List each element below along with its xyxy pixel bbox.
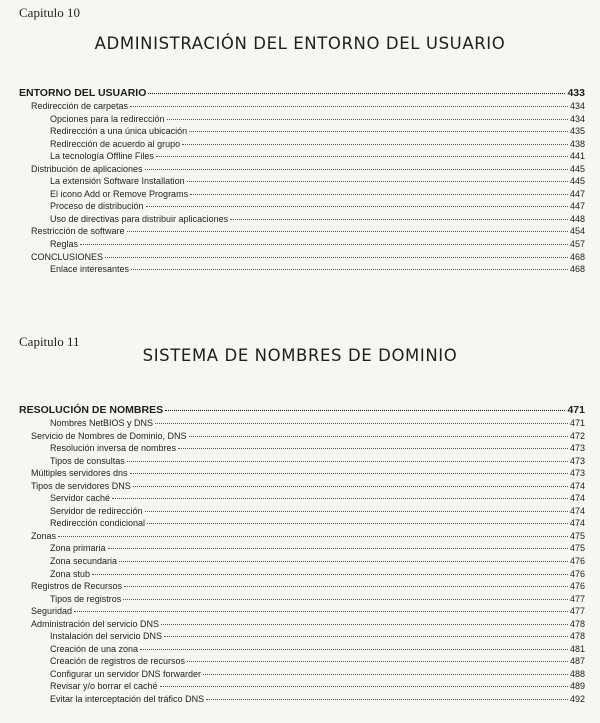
- toc-entry-title: Servicio de Nombres de Dominio, DNS: [31, 430, 187, 441]
- chapter-11-title: SISTEMA DE NOMBRES DE DOMINIO: [142, 346, 458, 365]
- toc-page-number: 478: [569, 631, 585, 642]
- dot-leader: [108, 548, 568, 549]
- toc-entry-title: Zona primaria: [50, 543, 106, 554]
- toc-page-number: 476: [569, 581, 585, 592]
- toc-entry-title: Múltiples servidores dns: [31, 468, 128, 479]
- dot-leader: [131, 269, 568, 270]
- toc-entry-title: Zona stub: [50, 568, 91, 579]
- toc-entry-title: Zona secundaria: [50, 556, 118, 567]
- dot-leader: [189, 436, 568, 437]
- toc-entry: [19, 680, 585, 693]
- toc-page-number: 488: [569, 668, 585, 679]
- toc-page-number: 433: [567, 87, 585, 99]
- toc-entry: [19, 530, 585, 543]
- toc-entry-title: Opciones para la redirección: [50, 113, 165, 124]
- toc-page-number: 457: [569, 239, 585, 250]
- toc-entry: [19, 100, 585, 113]
- dot-leader: [187, 181, 568, 182]
- toc-section-heading: [19, 86, 585, 100]
- toc-entry: [19, 542, 585, 555]
- toc-entry: [19, 630, 585, 643]
- dot-leader: [164, 636, 568, 637]
- toc-entry-title: Zonas: [31, 530, 57, 541]
- toc-entry-title: Instalación del servicio DNS: [50, 631, 163, 642]
- toc-page-number: 475: [569, 530, 585, 541]
- toc-page-number: 473: [569, 443, 585, 454]
- dot-leader: [165, 410, 565, 411]
- toc-page-number: 474: [569, 505, 585, 516]
- toc-entry: [19, 492, 585, 505]
- dot-leader: [161, 624, 568, 625]
- toc-entry-title: Restricción de software: [31, 226, 125, 237]
- toc-entry-title: Registros de Recursos: [31, 581, 123, 592]
- dot-leader: [119, 561, 568, 562]
- dot-leader: [127, 231, 568, 232]
- toc-page-number: 478: [569, 618, 585, 629]
- dot-leader: [230, 219, 568, 220]
- toc-entry-title: Redirección condicional: [50, 518, 146, 529]
- toc-page-number: 454: [569, 226, 585, 237]
- toc-entry-title: CONCLUSIONES: [31, 251, 104, 262]
- dot-leader: [105, 257, 568, 258]
- dot-leader: [140, 649, 568, 650]
- toc-entry-title: Evitar la interceptación del tráfico DNS: [50, 694, 205, 705]
- toc-entry: [19, 643, 585, 656]
- toc-page-number: 447: [569, 201, 585, 212]
- toc-entry-title: Redirección de acuerdo al grupo: [50, 138, 181, 149]
- dot-leader: [130, 106, 568, 107]
- toc-page-number: 477: [569, 593, 585, 604]
- toc-entry-title: ENTORNO DEL USUARIO: [19, 87, 147, 99]
- chapter-11-label: Capitulo 11: [19, 334, 80, 349]
- toc-page-number: 434: [569, 101, 585, 111]
- toc-page-number: 476: [569, 556, 585, 567]
- toc-page-number: 434: [569, 113, 585, 124]
- dot-leader: [187, 661, 568, 662]
- toc-entry: [19, 430, 585, 443]
- toc-entry-title: Revisar y/o borrar el caché: [50, 681, 158, 692]
- toc-entry: [19, 150, 585, 163]
- toc-entry-title: Proceso de distribución: [50, 201, 144, 212]
- toc-entry: [19, 442, 585, 455]
- dot-leader: [112, 498, 568, 499]
- dot-leader: [146, 206, 568, 207]
- toc-entry-title: Redirección a una única ubicación: [50, 126, 188, 137]
- toc-page-number: 481: [569, 643, 585, 654]
- chapter-10-title: ADMINISTRACIÓN DEL ENTORNO DEL USUARIO: [94, 34, 506, 53]
- toc-entry-title: Redirección de carpetas: [31, 101, 129, 111]
- toc-entry-title: Seguridad: [31, 606, 73, 617]
- toc-entry: [19, 555, 585, 568]
- toc-page-number: 447: [569, 188, 585, 199]
- toc-entry-title: Servidor de redirección: [50, 505, 143, 516]
- toc-entry-title: Configurar un servidor DNS forwarder: [50, 668, 202, 679]
- dot-leader: [147, 523, 568, 524]
- toc-page-number: 474: [569, 493, 585, 504]
- toc-entry-title: Tipos de consultas: [50, 455, 125, 466]
- toc-page-number: 438: [569, 138, 585, 149]
- toc-entry: [19, 655, 585, 668]
- toc-entry-title: Servidor caché: [50, 493, 111, 504]
- toc-entry: [19, 580, 585, 593]
- toc-entry: [19, 618, 585, 631]
- toc-page-number: 472: [569, 430, 585, 441]
- toc-entry-title: Resolución inversa de nombres: [50, 443, 177, 454]
- dot-leader: [130, 473, 568, 474]
- dot-leader: [206, 699, 568, 700]
- toc-entry: [19, 480, 585, 493]
- toc-entry: [19, 263, 585, 276]
- toc-entry: [19, 693, 585, 706]
- toc-page-number: 487: [569, 656, 585, 667]
- toc-page-number: 473: [569, 468, 585, 479]
- toc-page-number: 441: [569, 151, 585, 162]
- dot-leader: [145, 511, 568, 512]
- dot-leader: [124, 586, 568, 587]
- dot-leader: [74, 611, 568, 612]
- toc-entry: [19, 417, 585, 430]
- toc-entry: [19, 251, 585, 264]
- toc-entry: [19, 200, 585, 213]
- toc-page-number: 471: [567, 404, 585, 416]
- dot-leader: [80, 244, 568, 245]
- toc-entry-title: Uso de directivas para distribuir aplicaciones: [50, 213, 229, 224]
- toc-page-number: 489: [569, 681, 585, 692]
- dot-leader: [148, 93, 565, 94]
- toc-page-number: 475: [569, 543, 585, 554]
- toc-entry-title: Tipos de servidores DNS: [31, 480, 131, 491]
- toc-entry-title: El icono Add or Remove Programs: [50, 188, 189, 199]
- toc-page-number: 477: [569, 606, 585, 617]
- dot-leader: [58, 536, 568, 537]
- toc-entry: [19, 238, 585, 251]
- toc-page-number: 473: [569, 455, 585, 466]
- toc-entry: [19, 113, 585, 126]
- toc-page-number: 471: [569, 418, 585, 428]
- dot-leader: [167, 119, 568, 120]
- dot-leader: [203, 674, 568, 675]
- toc-entry-title: La extensión Software Installation: [50, 176, 185, 187]
- toc-entry-title: Tipos de registros: [50, 593, 122, 604]
- toc-page-number: 468: [569, 264, 585, 275]
- dot-leader: [189, 131, 568, 132]
- toc-entry-title: Reglas: [50, 239, 79, 250]
- toc-entry: [19, 213, 585, 226]
- toc-entry-title: Distribución de aplicaciones: [31, 163, 143, 174]
- toc-page-number: 476: [569, 568, 585, 579]
- dot-leader: [160, 686, 568, 687]
- dot-leader: [145, 169, 568, 170]
- toc-entry: [19, 593, 585, 606]
- toc-entry: [19, 505, 585, 518]
- dot-leader: [127, 461, 568, 462]
- toc-page-number: 474: [569, 480, 585, 491]
- toc-entry: [19, 455, 585, 468]
- toc-entry-title: Creación de registros de recursos: [50, 656, 186, 667]
- dot-leader: [123, 599, 568, 600]
- toc-entry-title: RESOLUCIÓN DE NOMBRES: [19, 404, 164, 416]
- toc-entry: [19, 175, 585, 188]
- toc-entry-title: La tecnología Offline Files: [50, 151, 154, 162]
- toc-entry: [19, 605, 585, 618]
- toc-entry-title: Enlace interesantes: [50, 264, 130, 275]
- toc-entry: [19, 125, 585, 138]
- chapter-10-toc: [19, 86, 585, 276]
- toc-entry: [19, 517, 585, 530]
- dot-leader: [178, 448, 568, 449]
- dot-leader: [182, 144, 568, 145]
- toc-page-number: 492: [569, 694, 585, 705]
- toc-section-heading: [19, 403, 585, 417]
- toc-page-number: 435: [569, 126, 585, 137]
- toc-page-number: 448: [569, 213, 585, 224]
- dot-leader: [92, 574, 568, 575]
- toc-entry-title: Nombres NetBIOS y DNS: [50, 418, 154, 428]
- toc-entry: [19, 188, 585, 201]
- dot-leader: [190, 194, 568, 195]
- toc-entry-title: Creación de una zona: [50, 643, 139, 654]
- toc-entry: [19, 668, 585, 681]
- toc-page-number: 468: [569, 251, 585, 262]
- toc-entry: [19, 225, 585, 238]
- dot-leader: [156, 156, 568, 157]
- toc-entry: [19, 467, 585, 480]
- toc-page-number: 474: [569, 518, 585, 529]
- toc-entry-title: Administración del servicio DNS: [31, 618, 160, 629]
- chapter-11-toc: [19, 403, 585, 706]
- toc-entry: [19, 163, 585, 176]
- toc-page-number: 445: [569, 176, 585, 187]
- toc-entry: [19, 138, 585, 151]
- chapter-10-label: Capitulo 10: [19, 5, 81, 20]
- dot-leader: [155, 423, 568, 424]
- toc-entry: [19, 568, 585, 581]
- dot-leader: [133, 486, 568, 487]
- toc-page-number: 445: [569, 163, 585, 174]
